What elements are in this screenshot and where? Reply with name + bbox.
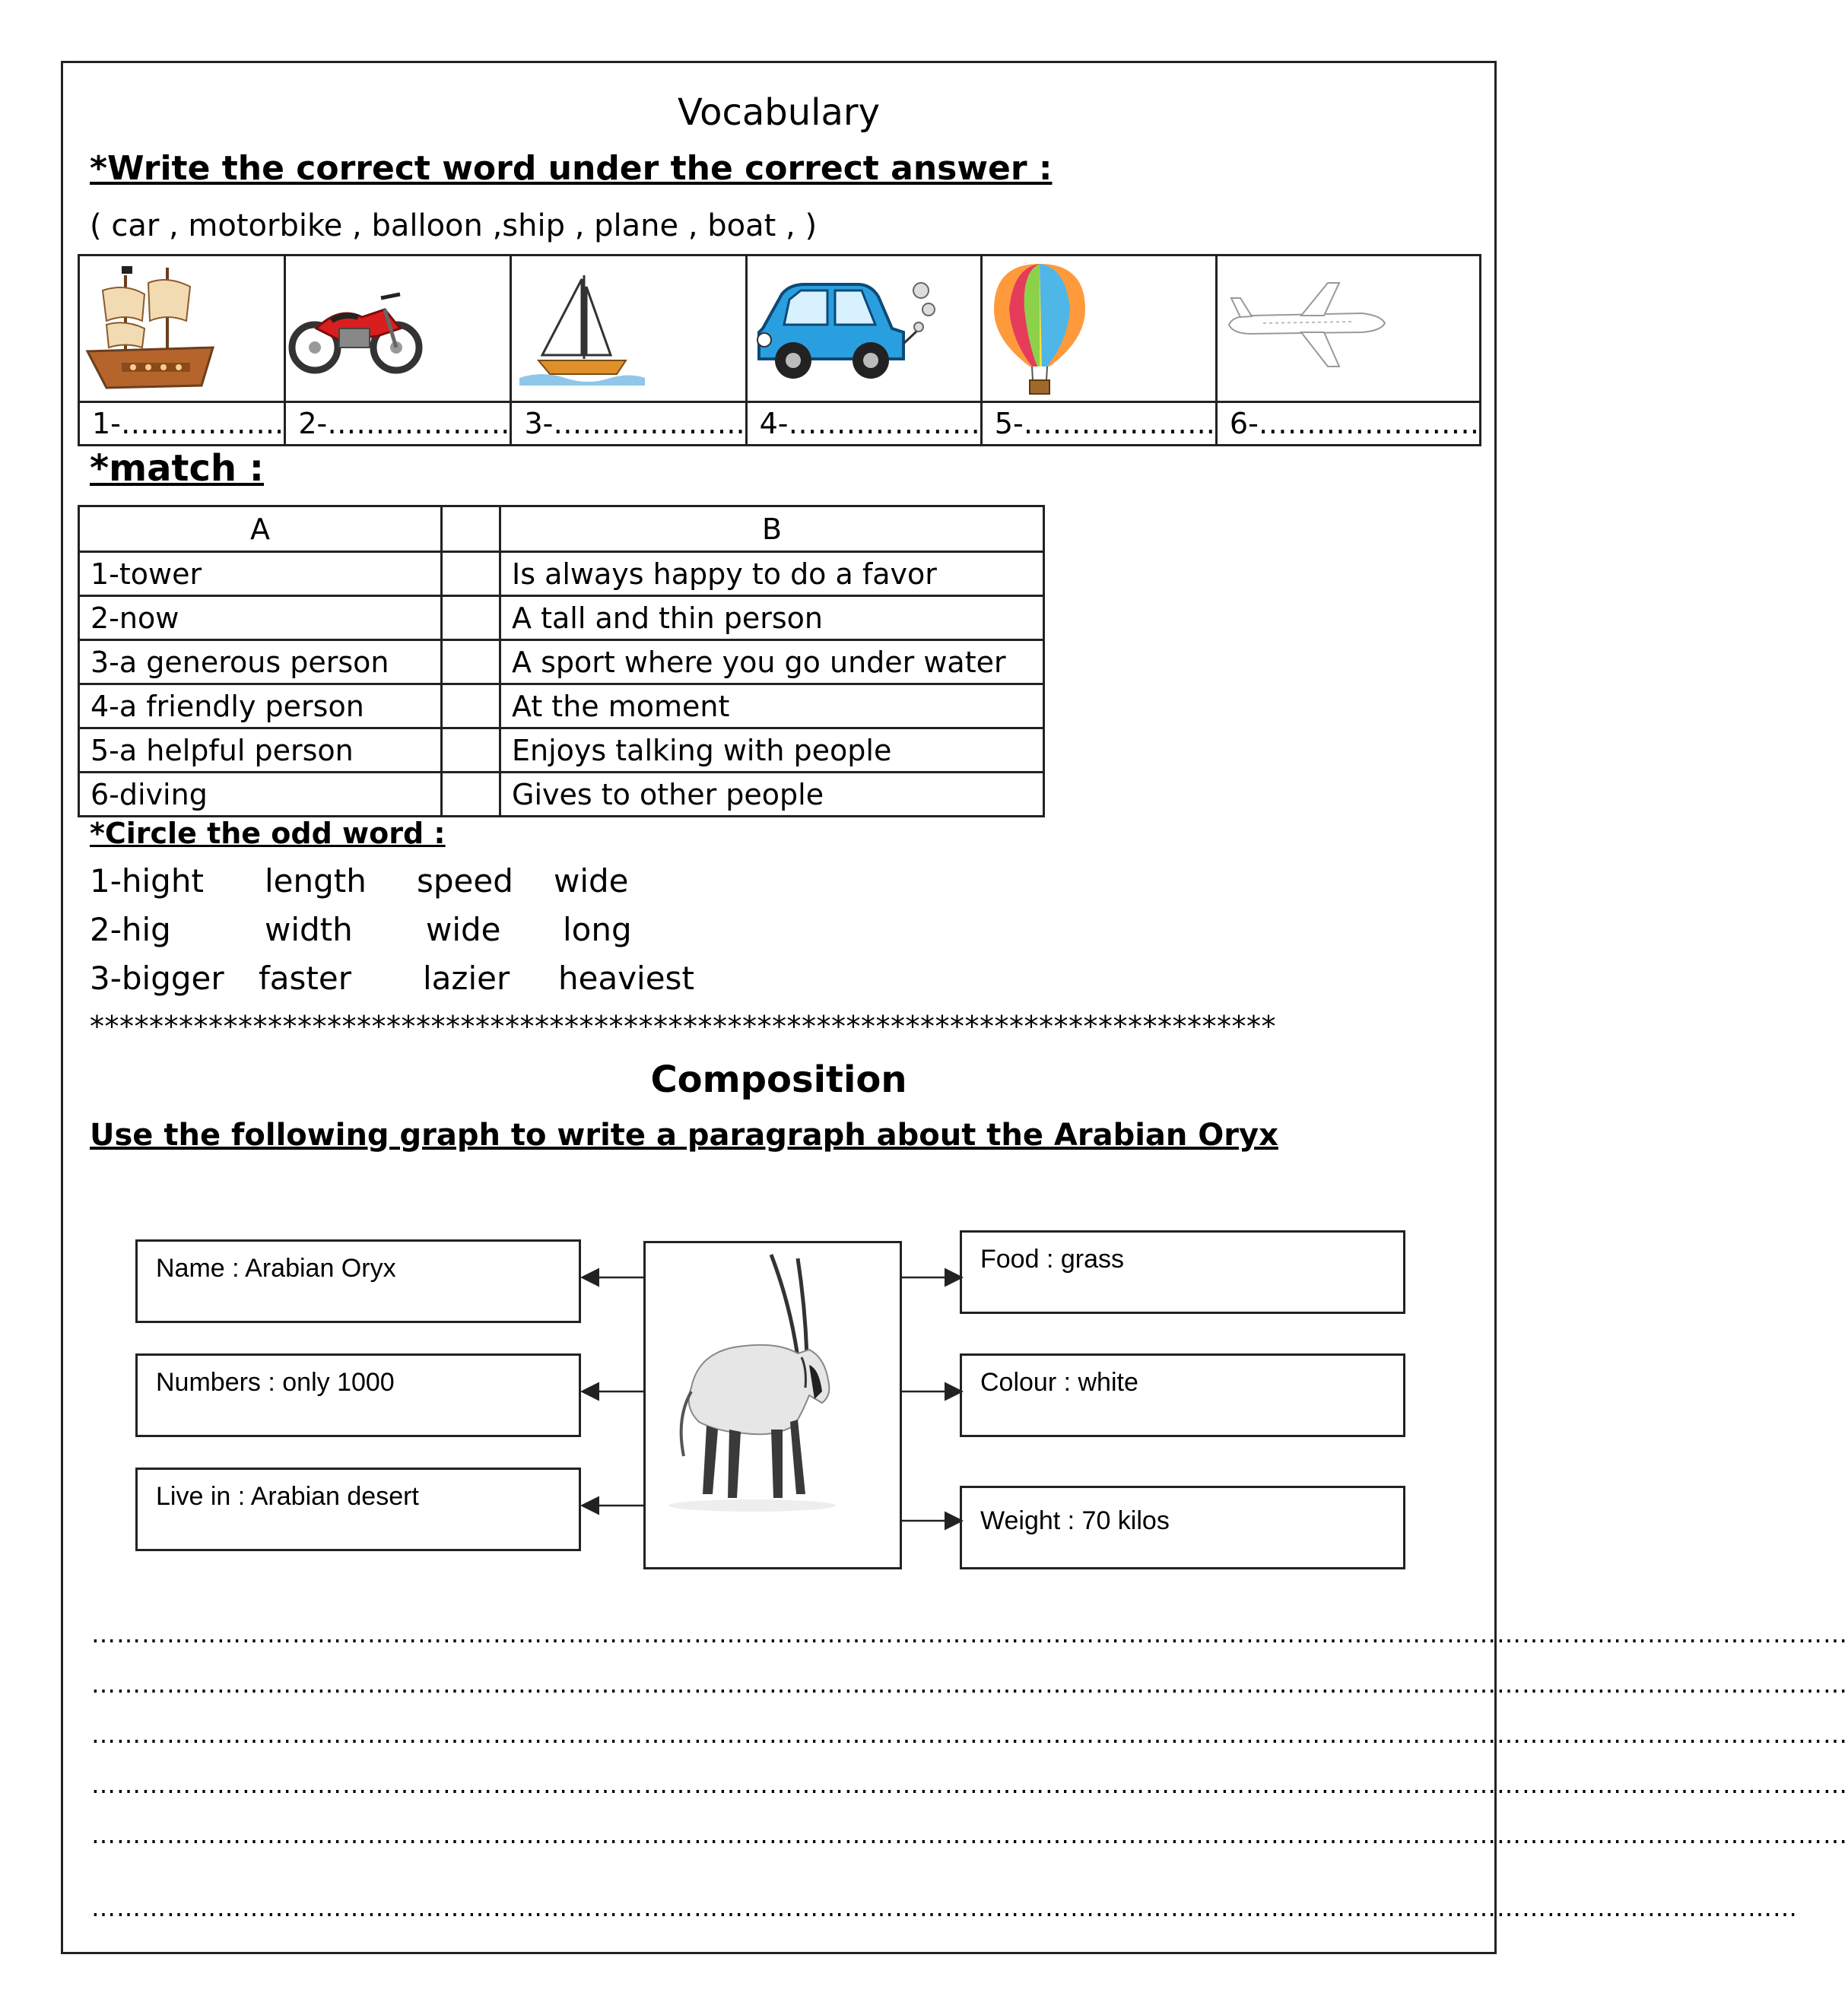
odd-word[interactable]: width	[265, 911, 353, 948]
info-box-food: Food : grass	[960, 1230, 1405, 1314]
composition-title: Composition	[650, 1058, 907, 1101]
match-a-cell: 4-a friendly person	[79, 684, 442, 728]
odd-word[interactable]: speed	[417, 862, 513, 900]
answer-blank-4[interactable]: 4-………………..	[746, 402, 981, 446]
composition-instruction: Use the following graph to write a paragraph about the Arabian Oryx	[90, 1118, 1278, 1153]
answer-blank-1[interactable]: 1-……………..	[79, 402, 285, 446]
info-box-colour: Colour : white	[960, 1353, 1405, 1437]
match-b-cell: Gives to other people	[500, 773, 1044, 817]
writing-line[interactable]: …………………………………………………………………………………………………………………………………………………………………………………………	[91, 1820, 1848, 1849]
odd-word[interactable]: 3-bigger	[90, 960, 224, 997]
info-box-habitat: Live in : Arabian desert	[135, 1468, 581, 1551]
odd-word[interactable]: length	[265, 862, 367, 900]
column-b-header: B	[500, 506, 1044, 552]
odd-word[interactable]: heaviest	[558, 960, 694, 997]
match-a-cell: 2-now	[79, 596, 442, 640]
odd-word[interactable]: long	[563, 911, 632, 948]
match-a-cell: 3-a generous person	[79, 640, 442, 684]
match-a-cell: 5-a helpful person	[79, 728, 442, 773]
answer-blank-3[interactable]: 3-………………..	[511, 402, 746, 446]
match-b-cell: A sport where you go under water	[500, 640, 1044, 684]
writing-line[interactable]: …………………………………………………………………………………………………………………………………………………………………………………………	[91, 1670, 1848, 1699]
odd-word[interactable]: lazier	[423, 960, 510, 997]
match-a-cell: 6-diving	[79, 773, 442, 817]
vocabulary-instruction: *Write the correct word under the correct answer :	[90, 149, 1053, 188]
odd-word-heading: *Circle the odd word :	[90, 817, 446, 850]
section-separator: ********************************************************************************	[90, 1010, 1276, 1043]
odd-word[interactable]: faster	[259, 960, 351, 997]
info-box-weight: Weight : 70 kilos	[960, 1486, 1405, 1569]
match-a-cell: 1-tower	[79, 552, 442, 596]
writing-line[interactable]: …………………………………………………………………………………………………………………………………………………………………………………………	[91, 1720, 1848, 1749]
word-bank: ( car , motorbike , balloon ,ship , plane , boat , )	[90, 208, 818, 243]
writing-line[interactable]: …………………………………………………………………………………………………………………………………………………………………………………………	[91, 1620, 1848, 1648]
odd-word[interactable]: 1-hight	[90, 862, 204, 900]
odd-word[interactable]: wide	[426, 911, 501, 948]
answer-blank-6[interactable]: 6-……………….….	[1216, 402, 1480, 446]
odd-word[interactable]: wide	[554, 862, 629, 900]
writing-line[interactable]: …………………………………………………………………………………………………………………………………………………………………………………………	[91, 1770, 1848, 1799]
match-b-cell: Is always happy to do a favor	[500, 552, 1044, 596]
answer-blank-5[interactable]: 5-………………..	[981, 402, 1216, 446]
match-b-cell: At the moment	[500, 684, 1044, 728]
column-a-header: A	[79, 506, 442, 552]
info-box-numbers: Numbers : only 1000	[135, 1353, 581, 1437]
match-b-cell: Enjoys talking with people	[500, 728, 1044, 773]
match-heading: *match :	[90, 447, 264, 490]
match-b-cell: A tall and thin person	[500, 596, 1044, 640]
page-title: Vocabulary	[677, 91, 881, 134]
odd-word[interactable]: 2-hig	[90, 911, 171, 948]
answer-blank-2[interactable]: 2-……………….	[285, 402, 511, 446]
writing-line[interactable]: ……………………………………………………………………………………………………………………………………………………………………………………	[91, 1893, 1798, 1922]
info-box-name: Name : Arabian Oryx	[135, 1239, 581, 1323]
